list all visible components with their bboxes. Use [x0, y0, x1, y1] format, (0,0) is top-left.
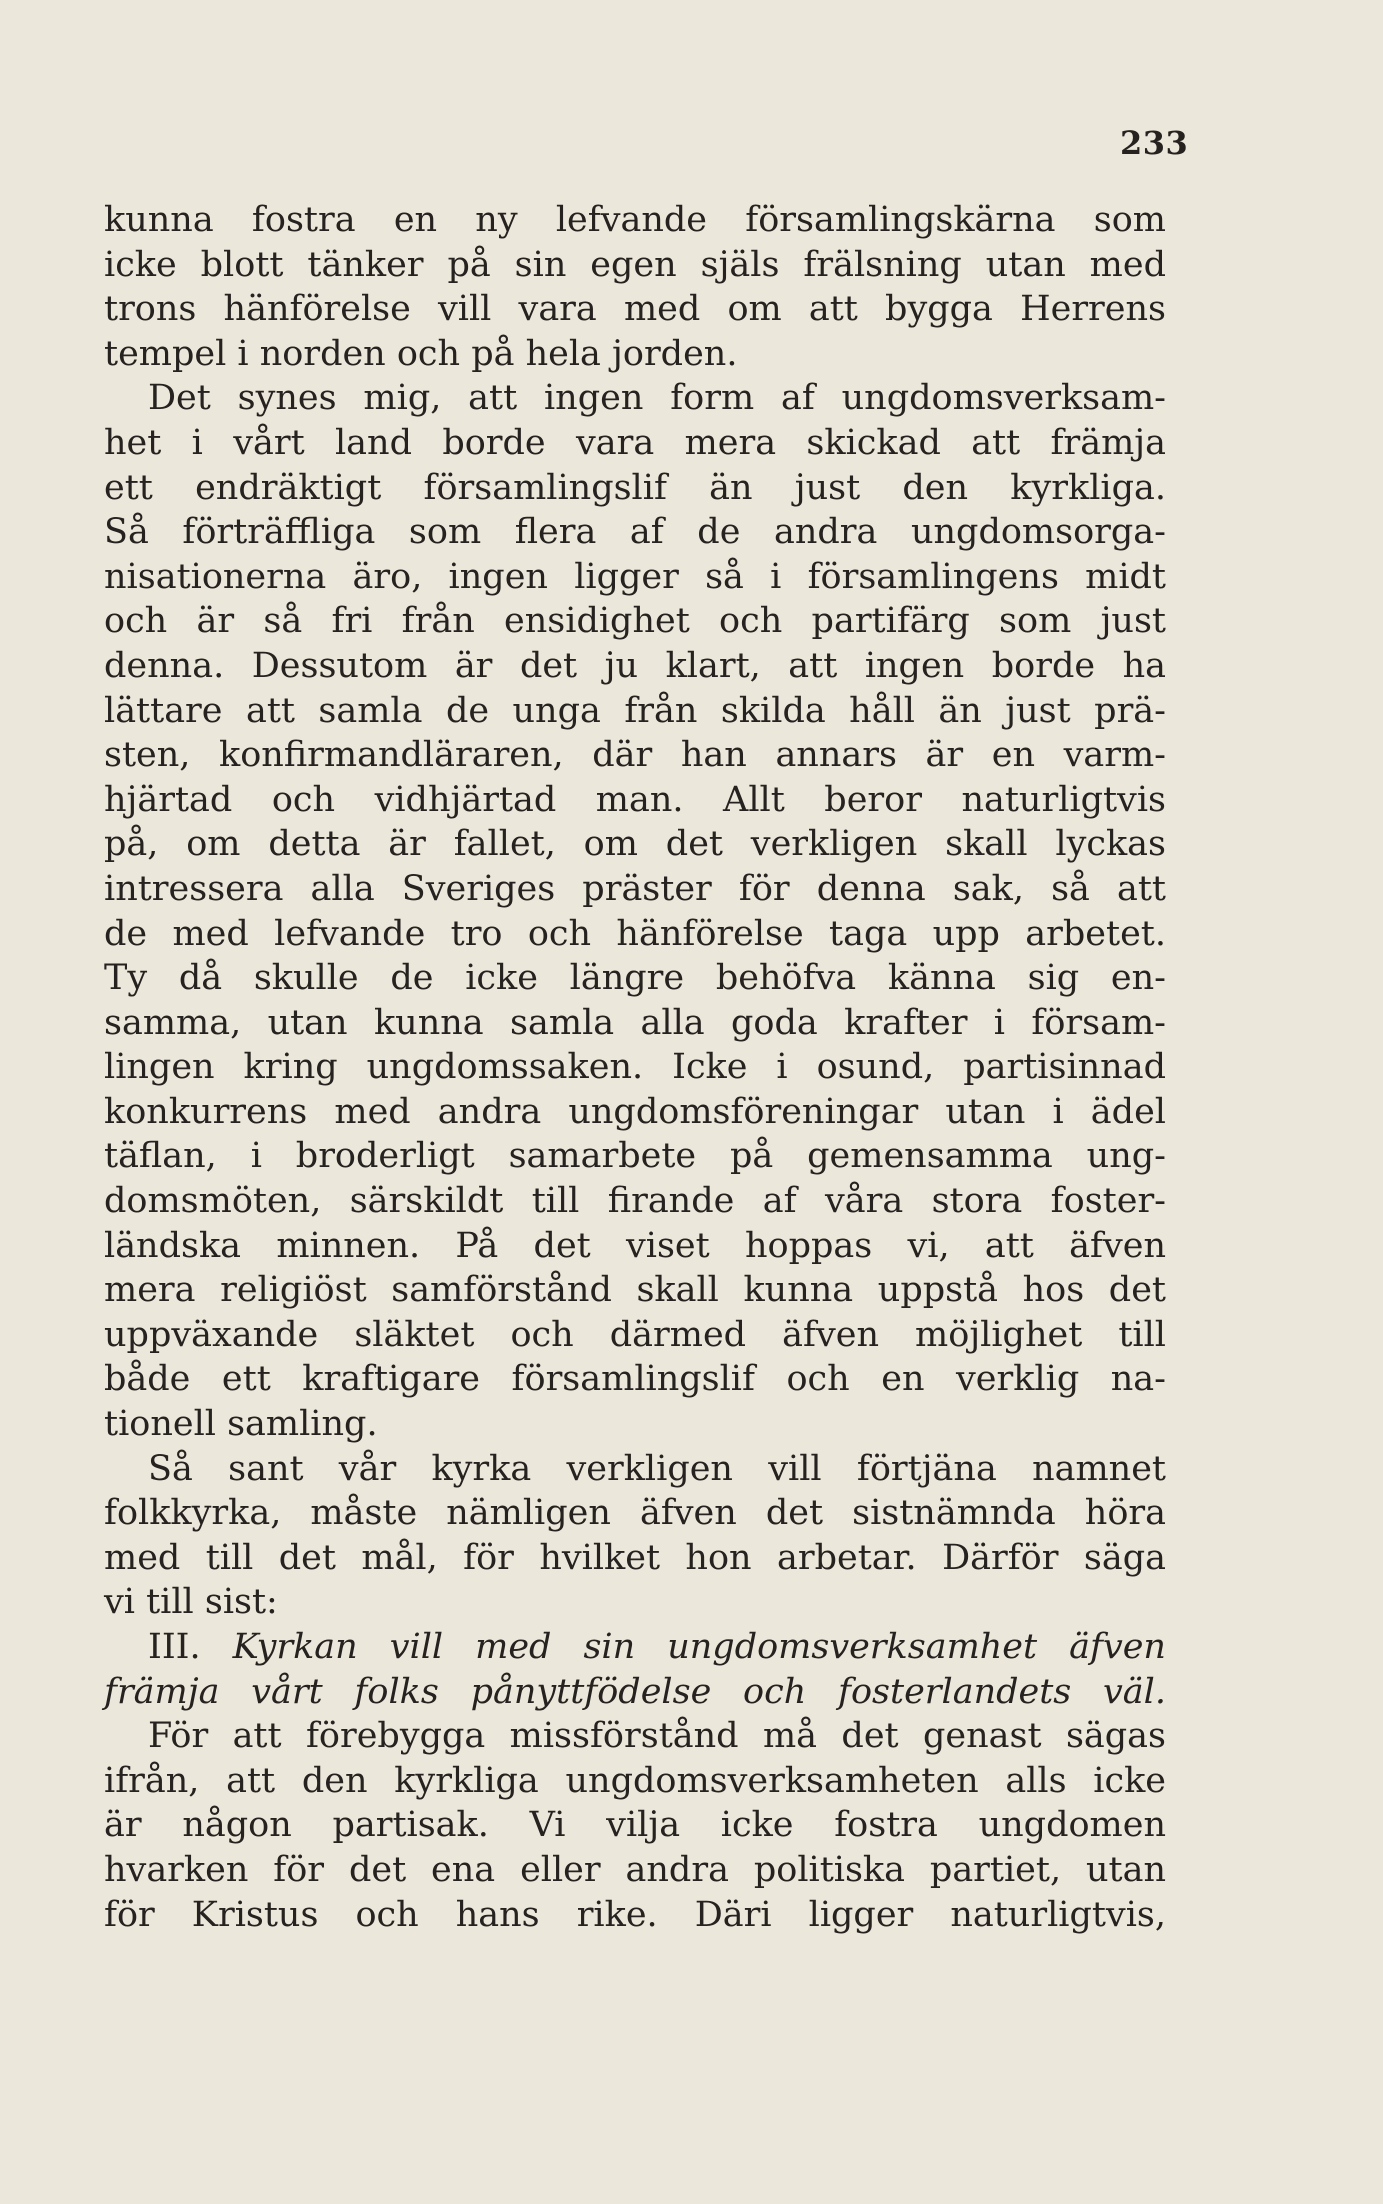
text-line: ett endräktigt församlingslif än just den kyrkliga. [104, 467, 1166, 508]
text-line: hvarken för det ena eller andra politiska partiet, utan [104, 1849, 1166, 1890]
text-line: mera religiöst samförstånd skall kunna uppstå hos det [104, 1270, 1166, 1311]
text-line: intressera alla Sveriges präster för denna sak, så att [104, 868, 1166, 909]
text-line: konkurrens med andra ungdomsföreningar utan i ädel [104, 1091, 1166, 1132]
text-line: het i vårt land borde vara mera skickad att främja [104, 422, 1166, 463]
text-line: trons hänförelse vill vara med om att bygga Herrens [104, 289, 1166, 330]
text-line: Så förträffliga som flera af de andra ungdomsorga- [104, 512, 1166, 553]
section-heading-text-1: Kyrkan vill med sin ungdomsverksamhet äfven [232, 1627, 1166, 1667]
text-line: hjärtad och vidhjärtad man. Allt beror naturligtvis [104, 779, 1166, 820]
text-line: lingen kring ungdomssaken. Icke i osund, partisinnad [104, 1047, 1166, 1088]
text-line: både ett kraftigare församlingslif och en verklig na- [104, 1359, 1166, 1400]
page-number: 233 [1120, 124, 1189, 162]
text-line: kunna fostra en ny lefvande församlingskärna som [104, 200, 1166, 240]
section-numeral: III. [148, 1627, 201, 1667]
text-line: samma, utan kunna samla alla goda krafter i försam- [104, 1002, 1166, 1043]
text-line: folkkyrka, måste nämligen äfven det sistnämnda höra [104, 1493, 1166, 1534]
text-line: Det synes mig, att ingen form af ungdomsverksam- [148, 378, 1166, 419]
text-line: tionell samling. [104, 1404, 378, 1445]
text-line: för Kristus och hans rike. Däri ligger naturligtvis, [104, 1894, 1166, 1935]
text-line: nisationerna äro, ingen ligger så i församlingens midt [104, 556, 1166, 597]
text-line: på, om detta är fallet, om det verkligen skall lyckas [104, 824, 1166, 865]
text-line: Så sant vår kyrka verkligen vill förtjäna namnet [148, 1448, 1166, 1489]
text-line: ländska minnen. På det viset hoppas vi, att äfven [104, 1225, 1166, 1266]
text-line: Ty då skulle de icke längre behöfva känna sig en- [104, 958, 1166, 999]
text-line: tempel i norden och på hela jorden. [104, 333, 738, 374]
text-line: denna. Dessutom är det ju klart, att ingen borde ha [104, 645, 1166, 686]
text-line: de med lefvande tro och hänförelse taga upp arbetet. [104, 913, 1166, 954]
section-heading-line-2: främja vårt folks pånyttfödelse och fosterlandets väl. [104, 1671, 1166, 1712]
text-line: är någon partisak. Vi vilja icke fostra ungdomen [104, 1805, 1166, 1846]
paragraph-lines [104, 198, 1166, 1625]
section-heading-line-1 [104, 1625, 1166, 1670]
text-line: ifrån, att den kyrkliga ungdomsverksamheten alls icke [104, 1760, 1166, 1801]
text-line: vi till sist: [104, 1582, 278, 1623]
text-line: med till det mål, för hvilket hon arbetar. Därför säga [104, 1537, 1166, 1578]
closing-paragraph-lines [104, 1714, 1166, 1937]
text-line: täflan, i broderligt samarbete på gemensamma ung- [104, 1136, 1166, 1177]
body-text [104, 198, 1166, 1937]
text-line: lättare att samla de unga från skilda håll än just prä- [104, 690, 1166, 731]
text-line: och är så fri från ensidighet och partifärg som just [104, 601, 1166, 642]
text-line: icke blott tänker på sin egen själs frälsning utan med [104, 244, 1166, 285]
text-line: För att förebygga missförstånd må det genast sägas [148, 1716, 1166, 1757]
text-line: uppväxande släktet och därmed äfven möjlighet till [104, 1314, 1166, 1355]
text-line: domsmöten, särskildt till firande af våra stora foster- [104, 1181, 1166, 1222]
text-line: sten, konfirmandläraren, där han annars är en varm- [104, 735, 1166, 776]
